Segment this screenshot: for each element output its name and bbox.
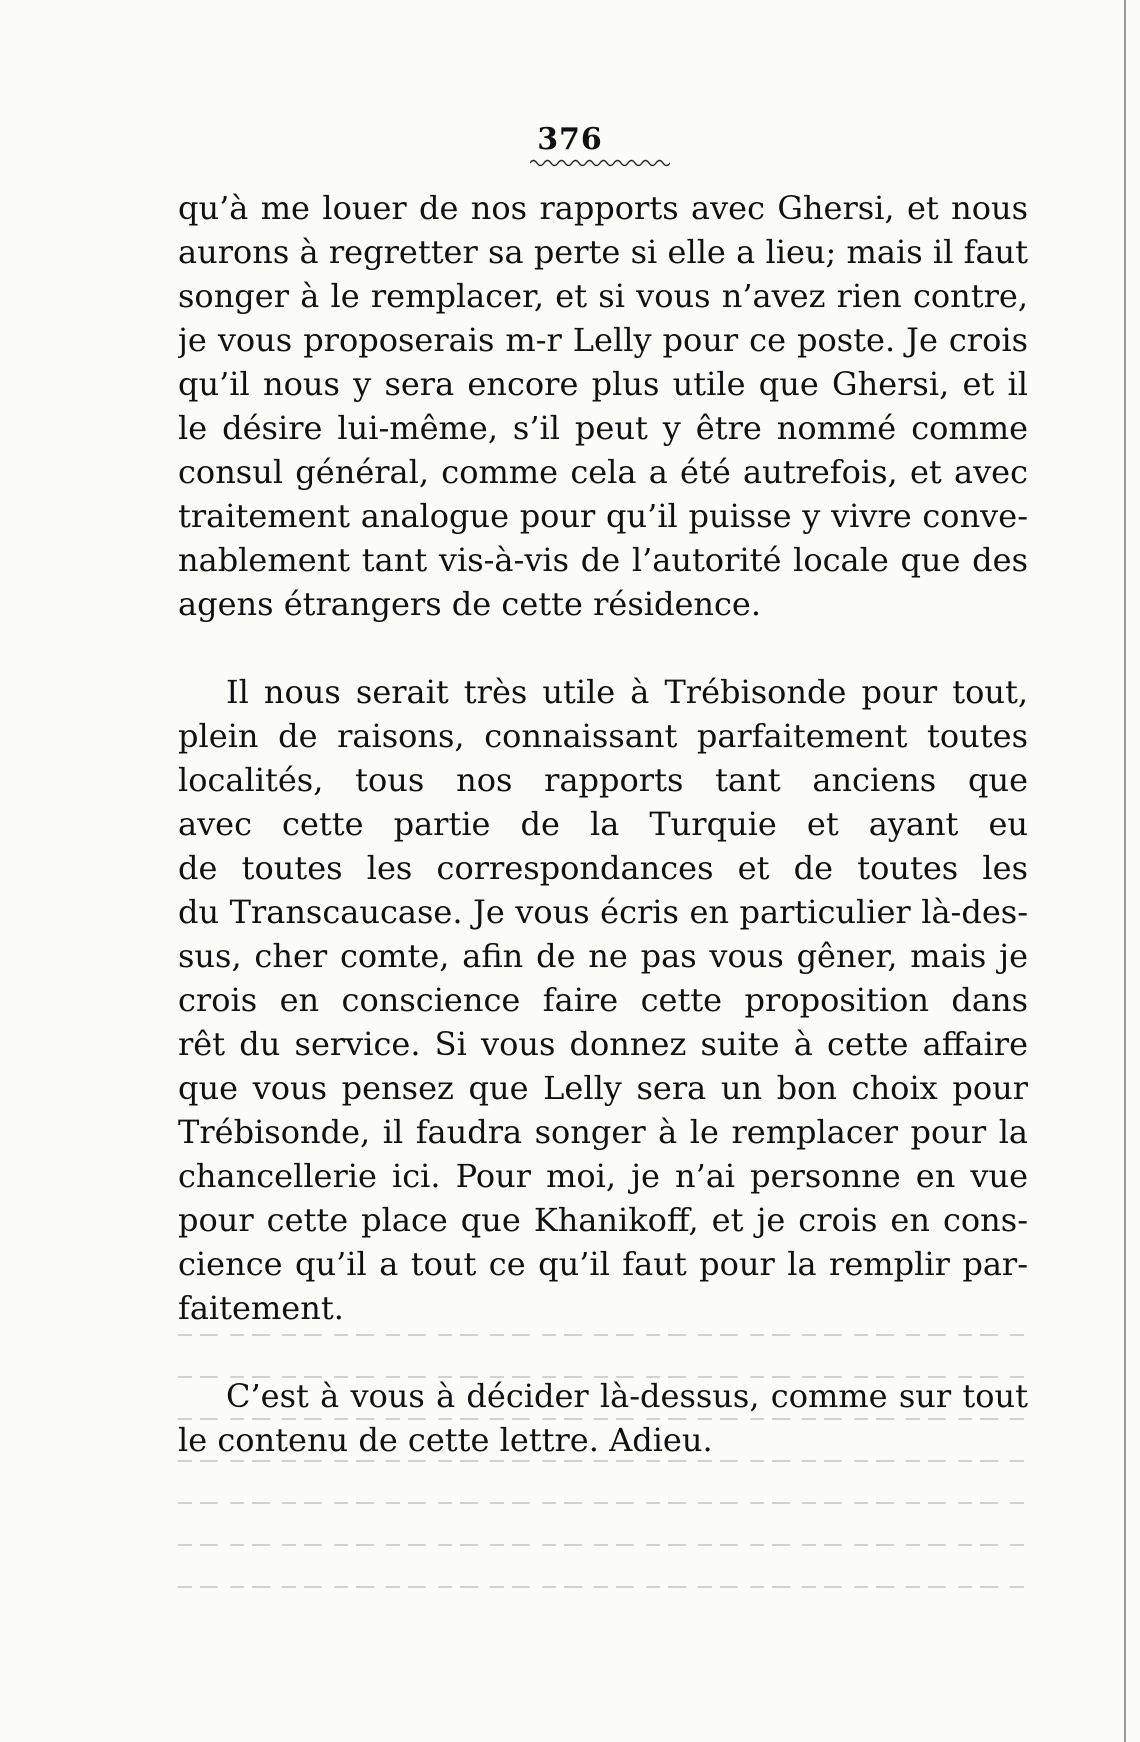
text-line: Trébisonde, il faudra songer à le remplacer pour la bbox=[178, 1113, 1028, 1151]
text-line: avec cette partie de la Turquie et ayant eu bbox=[178, 805, 1028, 843]
bleed-through-line bbox=[178, 1586, 1028, 1588]
wavy-ornament bbox=[530, 158, 670, 168]
text-line: aurons à regretter sa perte si elle a lieu; mais il faut bbox=[178, 233, 1028, 271]
text-line: agens étrangers de cette résidence. bbox=[178, 585, 762, 623]
text-line: nablement tant vis-à-vis de l’autorité locale que des bbox=[178, 541, 1028, 579]
bleed-through-line bbox=[178, 1334, 1028, 1336]
text-line: qu’il nous y sera encore plus utile que Ghersi, et il bbox=[178, 365, 1028, 403]
bleed-through-line bbox=[178, 1418, 1028, 1420]
text-line: le désire lui-même, s’il peut y être nommé comme bbox=[178, 409, 1028, 447]
page-number: 376 bbox=[537, 122, 603, 157]
bleed-through-line bbox=[178, 1460, 1028, 1462]
text-line: crois en conscience faire cette proposition dans bbox=[178, 981, 1028, 1019]
text-line: chancellerie ici. Pour moi, je n’ai personne en vue bbox=[178, 1157, 1028, 1195]
text-line: sus, cher comte, afin de ne pas vous gêner, mais je bbox=[178, 937, 1028, 975]
text-line: plein de raisons, connaissant parfaitement toutes bbox=[178, 717, 1028, 755]
text-line: du Transcaucase. Je vous écris en particulier là-des- bbox=[178, 893, 1028, 931]
text-line: cience qu’il a tout ce qu’il faut pour la remplir par- bbox=[178, 1245, 1028, 1283]
bleed-through-line bbox=[178, 1502, 1028, 1504]
text-line: pour cette place que Khanikoff, et je crois en cons- bbox=[178, 1201, 1028, 1239]
text-line: songer à le remplacer, et si vous n’avez rien contre, bbox=[178, 277, 1028, 315]
text-line: qu’à me louer de nos rapports avec Ghersi, et nous bbox=[178, 189, 1028, 227]
text-line: que vous pensez que Lelly sera un bon choix pour bbox=[178, 1069, 1028, 1107]
text-line: rêt du service. Si vous donnez suite à cette affaire bbox=[178, 1025, 1028, 1063]
text-line: localités, tous nos rapports tant anciens que bbox=[178, 761, 1028, 799]
letter-text bbox=[178, 186, 1028, 1462]
text-line: traitement analogue pour qu’il puisse y vivre conve- bbox=[178, 497, 1028, 535]
text-line: faitement. bbox=[178, 1289, 344, 1327]
text-line: le contenu de cette lettre. Adieu. bbox=[178, 1421, 713, 1459]
text-line: de toutes les correspondances et de toutes les bbox=[178, 849, 1028, 887]
text-line: je vous proposerais m-r Lelly pour ce poste. Je crois bbox=[178, 321, 1028, 359]
page-edge-rule bbox=[1124, 0, 1126, 1742]
text-line: C’est à vous à décider là-dessus, comme sur tout bbox=[226, 1377, 1028, 1415]
text-line: consul général, comme cela a été autrefois, et avec bbox=[178, 453, 1028, 491]
bleed-through-line bbox=[178, 1376, 1028, 1378]
bleed-through-line bbox=[178, 1544, 1028, 1546]
bleed-through-area bbox=[178, 1294, 1028, 1624]
text-line: Il nous serait très utile à Trébisonde pour tout, bbox=[226, 673, 1028, 711]
paragraph-gap bbox=[178, 626, 1028, 670]
